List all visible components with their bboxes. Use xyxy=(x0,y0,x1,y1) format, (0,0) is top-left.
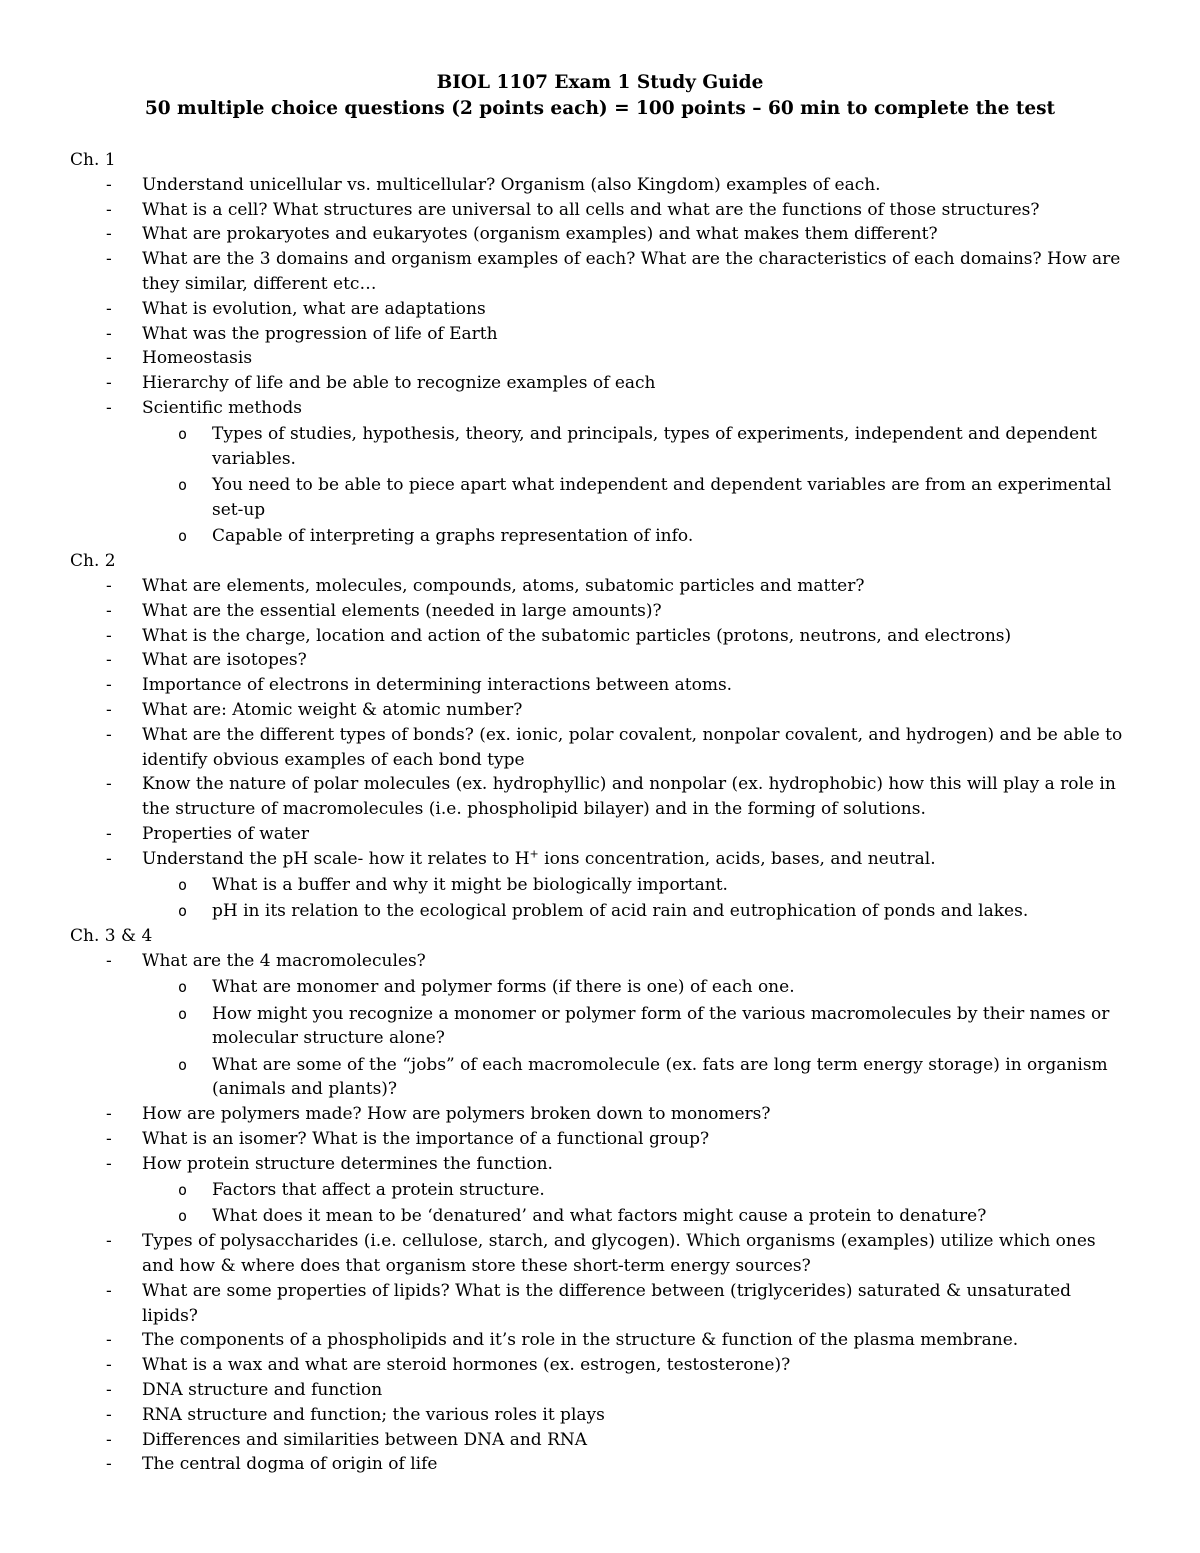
sub-list-item-text: What are monomer and polymer forms (if there is one) of each one. xyxy=(212,977,795,998)
dash-bullet: - xyxy=(106,323,112,344)
list-item xyxy=(106,723,1130,773)
dash-bullet: - xyxy=(106,1355,112,1376)
topic-list xyxy=(70,574,1130,924)
dash-bullet: - xyxy=(106,199,112,220)
list-item xyxy=(106,1328,1130,1353)
list-item xyxy=(106,1152,1130,1229)
dash-bullet: - xyxy=(106,675,112,696)
dash-bullet: - xyxy=(106,1330,112,1351)
dash-bullet: - xyxy=(106,397,112,418)
sub-list-item-text: You need to be able to piece apart what independent and dependent variables are from an experimental set-up xyxy=(212,475,1112,521)
list-item xyxy=(106,198,1130,223)
list-item-text: What are elements, molecules, compounds, atoms, subatomic particles and matter? xyxy=(142,576,865,597)
superscript-plus: + xyxy=(529,847,539,861)
sub-list-item-text: How might you recognize a monomer or polymer form of the various macromolecules by their names or molecular structure alone? xyxy=(212,1003,1110,1049)
list-item-text: Importance of electrons in determining interactions between atoms. xyxy=(142,675,733,696)
dash-bullet: - xyxy=(106,951,112,971)
circle-bullet: o xyxy=(178,978,188,997)
dash-bullet: - xyxy=(106,1404,112,1425)
dash-bullet: - xyxy=(106,700,112,721)
dash-bullet: - xyxy=(106,774,112,795)
list-item xyxy=(106,1403,1130,1428)
list-item xyxy=(106,371,1130,396)
dash-bullet: - xyxy=(106,373,112,394)
sub-list-item xyxy=(178,899,1130,924)
dash-bullet: - xyxy=(106,724,112,745)
list-item xyxy=(106,822,1130,847)
list-item-text: How are polymers made? How are polymers broken down to monomers? xyxy=(142,1104,771,1125)
sub-list-item-text: Capable of interpreting a graphs representation of info. xyxy=(212,526,694,547)
circle-bullet: o xyxy=(178,1207,188,1226)
sub-list-item xyxy=(178,1002,1130,1052)
dash-bullet: - xyxy=(106,1280,112,1301)
circle-bullet: o xyxy=(178,902,188,921)
sub-list-item xyxy=(178,1053,1130,1103)
list-item xyxy=(106,173,1130,198)
sub-list-item xyxy=(178,1178,1130,1203)
list-item xyxy=(106,396,1130,549)
list-item xyxy=(106,1353,1130,1378)
list-item-text: What are: Atomic weight & atomic number? xyxy=(142,700,523,721)
list-item xyxy=(106,599,1130,624)
list-item-text: RNA structure and function; the various roles it plays xyxy=(142,1404,605,1425)
list-item-text: What was the progression of life of Earth xyxy=(142,323,498,344)
list-item xyxy=(106,1229,1130,1279)
sub-list-item-text: What is a buffer and why it might be biologically important. xyxy=(212,875,728,896)
circle-bullet: o xyxy=(178,1055,188,1074)
dash-bullet: - xyxy=(106,1129,112,1150)
list-item xyxy=(106,648,1130,673)
sub-topic-list xyxy=(142,975,1130,1102)
list-item-text: DNA structure and function xyxy=(142,1380,383,1401)
list-item xyxy=(106,322,1130,347)
list-item-text: What are the 3 domains and organism examples of each? What are the characteristics of each domains? How are they similar, different etc… xyxy=(142,249,1121,294)
list-item-text: What are prokaryotes and eukaryotes (organism examples) and what makes them different? xyxy=(142,224,938,245)
sub-list-item xyxy=(178,524,1130,549)
sub-list-item-text: What are some of the “jobs” of each macromolecule (ex. fats are long term energy storage) in organism (animals and plants)? xyxy=(212,1054,1108,1100)
document-subtitle: 50 multiple choice questions (2 points each) = 100 points – 60 min to complete the test xyxy=(144,98,1056,119)
sub-list-item xyxy=(178,473,1130,523)
document-header xyxy=(70,70,1130,122)
section-heading: Ch. 3 & 4 xyxy=(70,926,153,947)
list-item-text: Hierarchy of life and be able to recognize examples of each xyxy=(142,373,656,394)
list-item-text: What is a cell? What structures are universal to all cells and what are the functions of those structures? xyxy=(142,199,1040,220)
list-item-text: What are the 4 macromolecules? xyxy=(142,951,426,971)
list-item xyxy=(106,346,1130,371)
dash-bullet: - xyxy=(106,1429,112,1450)
list-item xyxy=(106,1452,1130,1477)
dash-bullet: - xyxy=(106,848,112,869)
list-item-text: The components of a phospholipids and it’s role in the structure & function of the plasma membrane. xyxy=(142,1330,1019,1351)
list-item-text: What are isotopes? xyxy=(142,650,307,671)
list-item xyxy=(106,1127,1130,1152)
dash-bullet: - xyxy=(106,824,112,845)
section-heading: Ch. 2 xyxy=(70,551,116,572)
ph-item-text-start: Understand the pH scale- how it relates to H xyxy=(142,848,530,869)
list-item-text: Scientific methods xyxy=(142,397,302,418)
dash-bullet: - xyxy=(106,1380,112,1401)
dash-bullet: - xyxy=(106,1454,112,1475)
list-item xyxy=(106,222,1130,247)
dash-bullet: - xyxy=(106,174,112,195)
sub-list-item-text: Types of studies, hypothesis, theory, and principals, types of experiments, independent and dependent variables. xyxy=(212,424,1097,470)
section-ch1 xyxy=(70,148,1130,549)
sub-list-item-text: What does it mean to be ‘denatured’ and what factors might cause a protein to denature? xyxy=(212,1206,987,1227)
list-item xyxy=(106,698,1130,723)
list-item xyxy=(106,949,1130,1102)
list-item-text: What is an isomer? What is the importance of a functional group? xyxy=(142,1129,710,1150)
list-item xyxy=(106,1279,1130,1329)
dash-bullet: - xyxy=(106,1231,112,1252)
section-ch3-4 xyxy=(70,924,1130,1477)
list-item-text: What are the different types of bonds? (ex. ionic, polar covalent, nonpolar covalent, and hydrogen) and be able to identify obvious examples of each bond type xyxy=(142,724,1123,770)
sub-topic-list xyxy=(142,1178,1130,1229)
dash-bullet: - xyxy=(106,224,112,245)
list-item-text: Differences and similarities between DNA and RNA xyxy=(142,1429,588,1450)
list-item-text: Properties of water xyxy=(142,824,309,845)
sub-list-item xyxy=(178,975,1130,1000)
list-item xyxy=(106,772,1130,822)
list-item xyxy=(106,1102,1130,1127)
topic-list xyxy=(70,173,1130,549)
circle-bullet: o xyxy=(178,527,188,546)
sub-list-item xyxy=(178,873,1130,898)
circle-bullet: o xyxy=(178,425,188,444)
ph-item-text-end: ions concentration, acids, bases, and neutral. xyxy=(538,848,936,869)
list-item xyxy=(106,1428,1130,1453)
dash-bullet: - xyxy=(106,576,112,597)
list-item xyxy=(106,1378,1130,1403)
list-item xyxy=(106,673,1130,698)
list-item xyxy=(106,247,1130,297)
sub-list-item-text: pH in its relation to the ecological problem of acid rain and eutrophication of ponds and lakes. xyxy=(212,901,1029,922)
topic-list xyxy=(70,949,1130,1477)
list-item-text: Types of polysaccharides (i.e. cellulose, starch, and glycogen). Which organisms (examples) utilize which ones and how & where does that organism store these short-term energy sources? xyxy=(142,1231,1096,1277)
sub-list-item-text: Factors that affect a protein structure. xyxy=(212,1180,545,1201)
document-title: BIOL 1107 Exam 1 Study Guide xyxy=(436,72,764,93)
dash-bullet: - xyxy=(106,650,112,671)
section-heading: Ch. 1 xyxy=(70,150,116,170)
circle-bullet: o xyxy=(178,876,188,895)
dash-bullet: - xyxy=(106,298,112,319)
list-item-text: What is a wax and what are steroid hormones (ex. estrogen, testosterone)? xyxy=(142,1355,791,1376)
section-ch2 xyxy=(70,549,1130,924)
circle-bullet: o xyxy=(178,1181,188,1200)
list-item-text: What are the essential elements (needed in large amounts)? xyxy=(142,600,662,621)
sub-topic-list xyxy=(142,422,1130,549)
dash-bullet: - xyxy=(106,249,112,270)
circle-bullet: o xyxy=(178,476,188,495)
sub-topic-list xyxy=(142,873,1130,924)
sub-list-item xyxy=(178,1204,1130,1229)
dash-bullet: - xyxy=(106,625,112,646)
list-item-text: The central dogma of origin of life xyxy=(142,1454,438,1475)
list-item xyxy=(106,574,1130,599)
list-item-text: What are some properties of lipids? What is the difference between (triglycerides) saturated & unsaturated lipids? xyxy=(142,1280,1072,1326)
sub-list-item xyxy=(178,422,1130,472)
circle-bullet: o xyxy=(178,1004,188,1023)
list-item xyxy=(106,297,1130,322)
list-item-text: How protein structure determines the function. xyxy=(142,1153,553,1174)
list-item-text: What is the charge, location and action of the subatomic particles (protons, neutrons, and electrons) xyxy=(142,625,1012,646)
dash-bullet: - xyxy=(106,600,112,621)
list-item-text: Homeostasis xyxy=(142,348,253,369)
dash-bullet: - xyxy=(106,1104,112,1125)
list-item xyxy=(106,847,1130,924)
list-item xyxy=(106,624,1130,649)
dash-bullet: - xyxy=(106,1153,112,1174)
ph-item-text xyxy=(142,849,936,869)
list-item-text: Know the nature of polar molecules (ex. hydrophyllic) and nonpolar (ex. hydrophobic) how this will play a role in the structure of macromolecules (i.e. phospholipid bilayer) and in the forming of solutions. xyxy=(142,774,1116,820)
list-item-text: What is evolution, what are adaptations xyxy=(142,298,486,319)
list-item-text: Understand unicellular vs. multicellular? Organism (also Kingdom) examples of each. xyxy=(142,174,881,195)
dash-bullet: - xyxy=(106,348,112,369)
